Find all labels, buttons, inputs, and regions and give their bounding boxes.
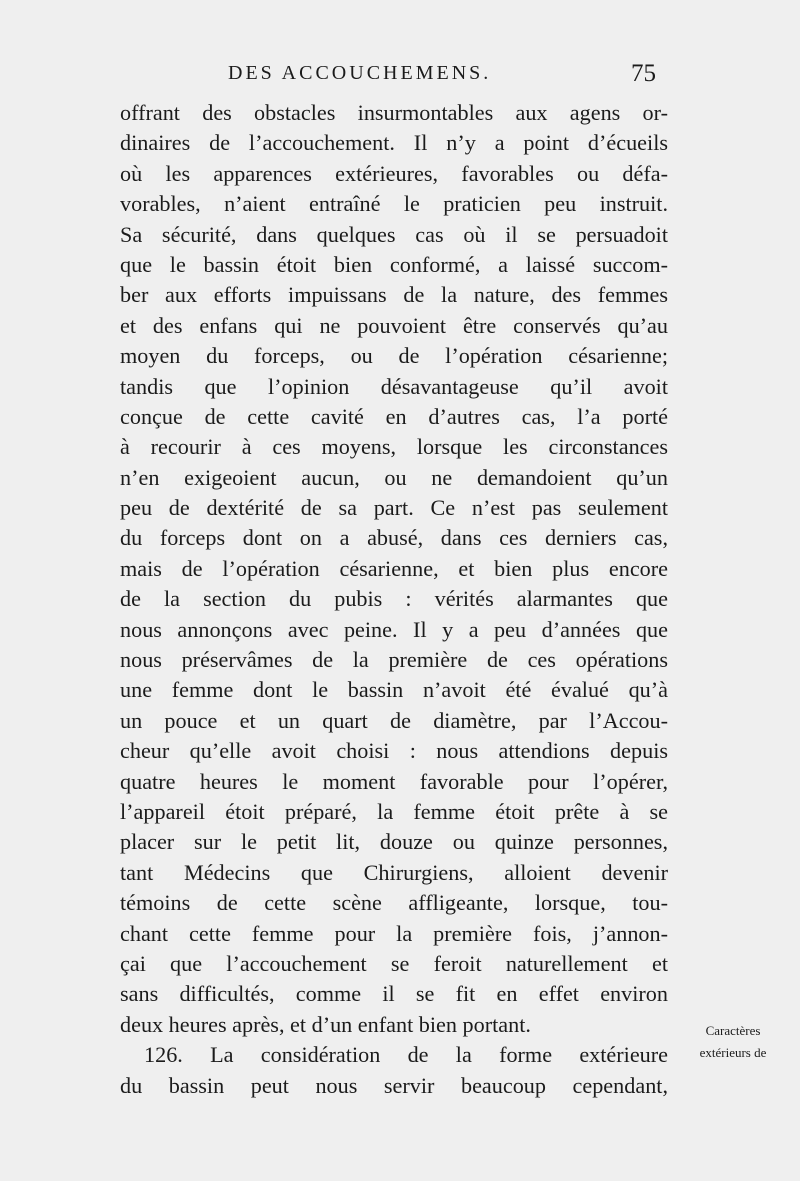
text-line: du bassin peut nous servir beaucoup cependant,	[120, 1072, 668, 1098]
text-line: mais de l’opération césarienne, et bien plus encore	[120, 555, 668, 581]
text-line: conçue de cette cavité en d’autres cas, l’a porté	[120, 403, 668, 429]
text-line: et des enfans qui ne pouvoient être conservés qu’au	[120, 312, 668, 338]
running-head	[228, 60, 656, 90]
text-line: dinaires de l’accouchement. Il n’y a point d’écueils	[120, 130, 668, 156]
text-line: cheur qu’elle avoit choisi : nous attendions depuis	[120, 738, 668, 764]
text-line: nous préservâmes de la première de ces opérations	[120, 647, 668, 673]
text-line: ber aux efforts impuissans de la nature, des femmes	[120, 282, 668, 308]
marginal-note-line: Caractères	[705, 1023, 761, 1038]
page-number: 75	[631, 60, 656, 87]
paragraph-start-line: 126. La considération de la forme extérieure	[144, 1042, 668, 1068]
text-line: n’en exigeoient aucun, ou ne demandoient qu’un	[120, 464, 668, 490]
text-line: tant Médecins que Chirurgiens, alloient devenir	[120, 859, 668, 885]
text-line: moyen du forceps, ou de l’opération césarienne;	[120, 343, 668, 369]
text-line: deux heures après, et d’un enfant bien portant.	[120, 1011, 531, 1037]
text-line: une femme dont le bassin n’avoit été évalué qu’à	[120, 677, 668, 703]
text-line: sans difficultés, comme il se fit en effet environ	[120, 981, 668, 1007]
text-line: témoins de cette scène affligeante, lorsque, tou-	[120, 890, 668, 916]
text-line: offrant des obstacles insurmontables aux agens or-	[120, 100, 668, 125]
text-line: placer sur le petit lit, douze ou quinze personnes,	[120, 829, 668, 855]
text-line: quatre heures le moment favorable pour l’opérer,	[120, 768, 668, 794]
text-line: çai que l’accouchement se feroit naturellement et	[120, 950, 668, 976]
text-line: tandis que l’opinion désavantageuse qu’il avoit	[120, 373, 668, 399]
marginal-note	[680, 1020, 786, 1064]
running-title: DES ACCOUCHEMENS.	[228, 62, 492, 84]
text-line: à recourir à ces moyens, lorsque les circonstances	[120, 434, 668, 460]
text-line: nous annonçons avec peine. Il y a peu d’années que	[120, 616, 668, 642]
text-line: vorables, n’aient entraîné le praticien peu instruit.	[120, 191, 668, 217]
text-line: Sa sécurité, dans quelques cas où il se persuadoit	[120, 221, 668, 247]
text-line: où les apparences extérieures, favorables ou défa-	[120, 160, 668, 186]
text-line: un pouce et un quart de diamètre, par l’Accou-	[120, 707, 668, 733]
text-line: l’appareil étoit préparé, la femme étoit prête à se	[120, 798, 668, 824]
text-line: du forceps dont on a abusé, dans ces derniers cas,	[120, 525, 668, 551]
text-line: chant cette femme pour la première fois, j’annon-	[120, 920, 668, 946]
text-line: que le bassin étoit bien conformé, a laissé succom-	[120, 251, 668, 277]
text-line: peu de dextérité de sa part. Ce n’est pas seulement	[120, 495, 668, 521]
body-text	[120, 98, 668, 1101]
text-line: de la section du pubis : vérités alarmantes que	[120, 586, 668, 612]
marginal-note-line: extérieurs de	[699, 1045, 767, 1060]
